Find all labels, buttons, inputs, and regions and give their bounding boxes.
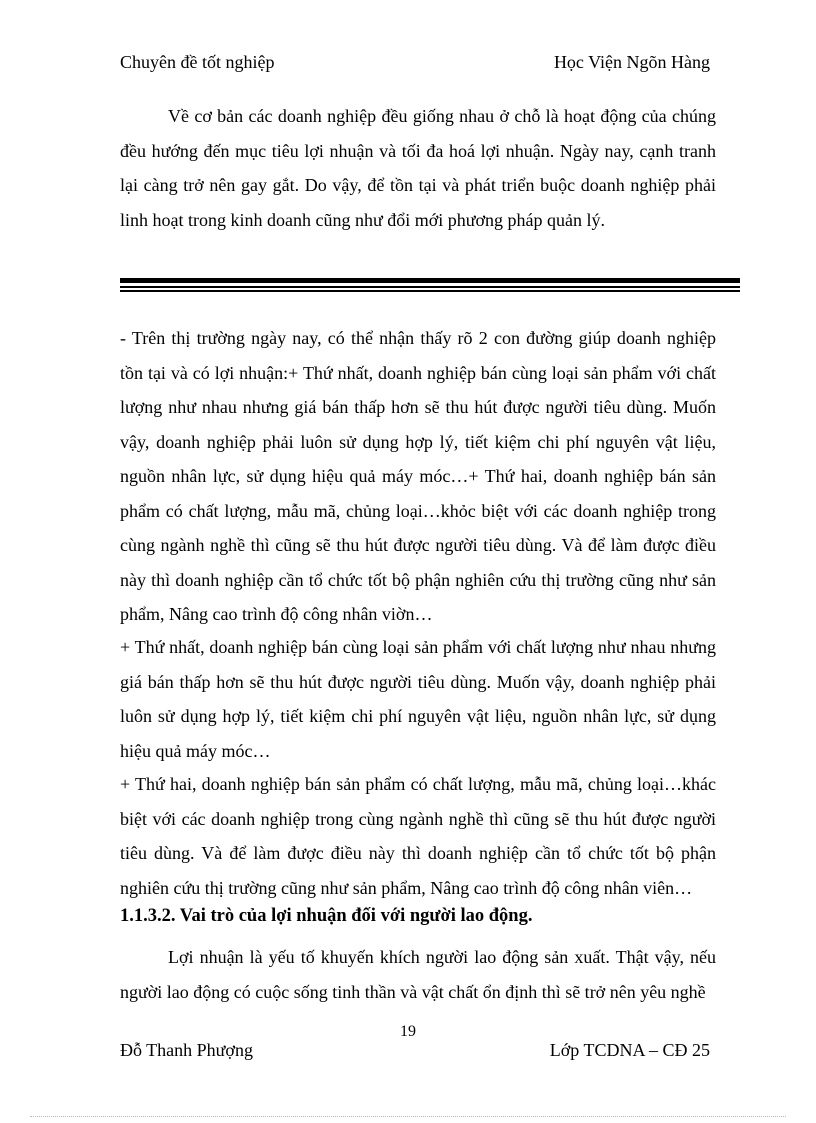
closing-paragraph: Lợi nhuận là yếu tố khuyến khích người lao động sản xuất. Thật vậy, nếu người lao động có cuộc sống tinh thần và vật chất ổn định thì sẽ trở nên yêu nghề	[120, 947, 716, 1002]
section-divider	[120, 278, 740, 292]
intro-paragraph: Về cơ bản các doanh nghiệp đều giống nhau ở chỗ là hoạt động của chúng đều hướng đến mục tiêu lợi nhuận và tối đa hoá lợi nhuận. Ngày nay, cạnh tranh lại càng trở nên gay gắt. Do vậy, để tồn tại và phát triển buộc doanh nghiệp phải linh hoạt trong kinh doanh cũng như đổi mới phương pháp quản lý.	[120, 106, 716, 230]
body-paragraph: - Trên thị trường ngày nay, có thể nhận thấy rõ 2 con đường giúp doanh nghiệp tồn tại và có lợi nhuận:+ Thứ nhất, doanh nghiệp bán cùng loại sản phẩm với chất lượng như nhau nhưng giá bán thấp hơn sẽ thu hút được người tiêu dùng. Muốn vậy, doanh nghiệp phải luôn sử dụng hợp lý, tiết kiệm chi phí nguyên vật liệu, nguồn nhân lực, sử dụng hiệu quả máy móc…+ Thứ hai, doanh nghiệp bán sản phẩm có chất lượng, mẫu mã, chủng loại…khỏc biệt với các doanh nghiệp trong cùng ngành nghề thì cũng sẽ thu hút được người tiêu dùng. Và để làm được điều này thì doanh nghiệp cần tổ chức tốt bộ phận nghiên cứu thị trường cũng như sản phẩm, Nâng cao trình độ công nhân viờn…	[120, 328, 716, 624]
point-one-paragraph: + Thứ nhất, doanh nghiệp bán cùng loại sản phẩm với chất lượng như nhau nhưng giá bán thấp hơn sẽ thu hút được người tiêu dùng. Muốn vậy, doanh nghiệp phải luôn sử dụng hợp lý, tiết kiệm chi phí nguyên vật liệu, nguồn nhân lực, sử dụng hiệu quả máy móc…	[120, 637, 716, 761]
page-header	[120, 52, 710, 73]
footer-author: Đỗ Thanh Phượng	[120, 1040, 253, 1060]
header-right-institution: Học Viện Ngõn Hàng	[553, 52, 710, 72]
header-left-title: Chuyên đề tốt nghiệp	[120, 52, 275, 72]
page-footer	[120, 1040, 710, 1061]
page-bottom-border	[30, 1116, 786, 1117]
page-number: 19	[400, 1023, 416, 1040]
point-two-paragraph: + Thứ hai, doanh nghiệp bán sản phẩm có chất lượng, mẫu mã, chủng loại…khác biệt với các doanh nghiệp trong cùng ngành nghề thì cũng sẽ thu hút được người tiêu dùng. Và để làm được điều này thì doanh nghiệp cần tổ chức tốt bộ phận nghiên cứu thị trường cũng như sản phẩm, Nâng cao trình độ công nhân viên…	[120, 774, 716, 898]
section-heading: 1.1.3.2. Vai trò của lợi nhuận đối với người lao động.	[120, 906, 533, 926]
footer-class: Lớp TCDNA – CĐ 25	[549, 1040, 710, 1060]
